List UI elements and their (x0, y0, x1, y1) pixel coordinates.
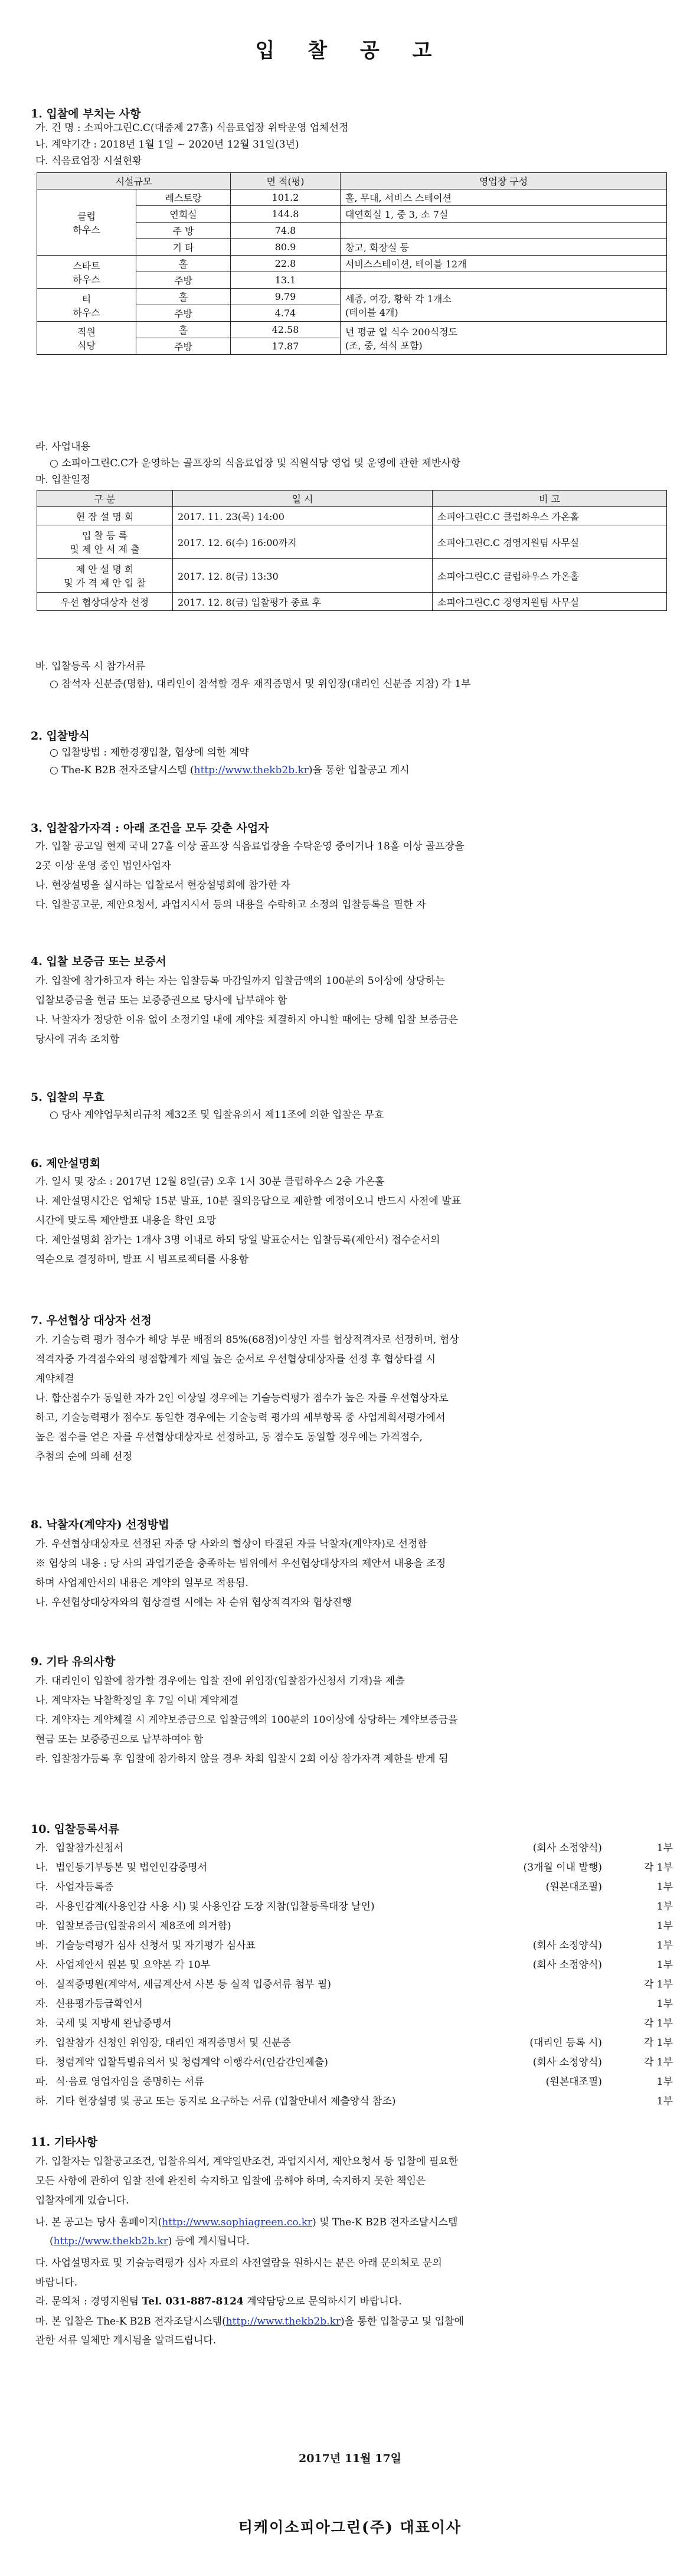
document-name: 청렴계약 입찰특별유의서 및 청렴계약 이행각서(인감간인제출) (55, 2057, 328, 2068)
facility-group-cell: 스타트 하우스 (37, 256, 136, 289)
schedule-phase: 제 안 설 명 회 및 가 격 제 안 입 찰 (37, 559, 173, 593)
document-item (35, 1839, 673, 1857)
document-item (35, 2073, 673, 2091)
document-item (35, 1937, 673, 1954)
document-name: 신용평가등급확인서 (55, 1998, 143, 2010)
document-name: 입찰참가 신청인 위임장, 대리인 재직증명서 및 신분증 (55, 2037, 292, 2049)
document-note: (회사 소정양식) (532, 1959, 602, 1971)
facility-group-cell: 티 하우스 (37, 289, 136, 322)
facility-composition: 세종, 여강, 황학 각 1개소 (테이블 4개) (341, 289, 667, 322)
facility-row (37, 322, 667, 338)
schedule-datetime: 2017. 11. 23(목) 14:00 (173, 507, 433, 525)
facility-area-type: 주방 (136, 305, 231, 322)
facility-area-value: 80.9 (231, 239, 341, 256)
document-count: 1부 (656, 1920, 673, 1932)
document-count: 1부 (656, 1998, 673, 2010)
facility-area-value: 101.2 (231, 189, 341, 206)
facility-area-value: 13.1 (231, 272, 341, 289)
facility-area-value: 74.8 (231, 223, 341, 239)
section-6-heading: 6. 제안설명회 (31, 1157, 101, 1170)
document-item (35, 1956, 673, 1974)
schedule-row (37, 507, 667, 525)
facility-area-type: 주방 (136, 272, 231, 289)
document-count: 1부 (656, 1901, 673, 1913)
document-count: 각 1부 (643, 2018, 673, 2029)
document-marker: 가. (35, 1842, 48, 1854)
s8-body: 가. 우선협상대상자로 선정된 자중 당 사와의 협상이 타결된 자를 낙찰자(계약자)로 선정함 ※ 협상의 내용 : 당 사의 과업기준을 충족하는 범위에서 우선협상대상자의 제안서 내용을 조정 하며 사업제안서의 내용은 계약의 일부로 적용됨. 나. 우선협상대상자와의 협상결렬 시에는 차 순위 협상적격자와 협상진행 (35, 1538, 446, 1609)
s3-body: 가. 입찰 공고일 현재 국내 27홀 이상 골프장 식음료업장을 수탁운영 중이거나 18홀 이상 골프장을 2곳 이상 운영 중인 법인사업자 나. 현장설명을 실시하는 입찰로서 현장설명회에 참가한 자 다. 입찰공고문, 제안요청서, 과업지시서 등의 내용을 수락하고 소정의 입찰등록을 필한 자 (35, 841, 465, 911)
document-marker: 마. (35, 1920, 48, 1932)
document-item (35, 1859, 673, 1877)
document-marker: 타. (35, 2057, 48, 2068)
document-marker: 자. (35, 1998, 48, 2010)
facility-group-cell: 직원 식당 (37, 322, 136, 355)
document-item (35, 2093, 673, 2110)
section-9-heading: 9. 기타 유의사항 (31, 1655, 116, 1668)
document-marker: 카. (35, 2037, 48, 2049)
schedule-datetime: 2017. 12. 8(금) 13:30 (173, 559, 433, 593)
document-marker: 차. (35, 2018, 48, 2029)
document-marker: 다. (35, 1881, 48, 1893)
document-item (35, 2015, 673, 2032)
document-count: 각 1부 (643, 1862, 673, 1874)
document-item (35, 1898, 673, 1915)
document-marker: 라. (35, 1901, 48, 1913)
b2b-link-2[interactable]: http://www.thekb2b.kr (53, 2235, 168, 2247)
facility-area-type: 주방 (136, 338, 231, 355)
schedule-table (37, 490, 667, 611)
document-note: (회사 소정양식) (532, 2057, 602, 2068)
schedule-phase: 입 찰 등 록 및 제 안 서 제 출 (37, 525, 173, 559)
s1-item-da: 다. 식음료업장 시설현황 (35, 155, 142, 167)
s2-b2b-line: ○ The-K B2B 전자조달시스템 (http://www.thekb2b.kr)을 통한 입찰공고 게시 (50, 764, 410, 776)
document-count: 각 1부 (643, 2057, 673, 2068)
facility-composition: 년 평균 일 식수 200식정도 (조, 중, 석식 포함) (341, 322, 667, 355)
facility-row (37, 189, 667, 206)
schedule-note: 소피아그린C.C 클럽하우스 가온홀 (433, 507, 667, 525)
document-note: (원본대조필) (545, 2076, 602, 2088)
facility-row (37, 256, 667, 272)
facility-area-type: 기 타 (136, 239, 231, 256)
facility-area-value: 22.8 (231, 256, 341, 272)
s6-body: 가. 일시 및 장소 : 2017년 12월 8일(금) 오후 1시 30분 클럽하우스 2층 가온홀 나. 제안설명시간은 업체당 15분 발표, 10분 질의응답으로 제한할 예정이오니 반드시 사전에 발표 시간에 맞도록 제안발표 내용을 확인 요망 다. 제안설명회 참가는 1개사 3명 이내로 하되 당일 발표순서는 입찰등록(제안서) 접수순서의 역순으로 결정하며, 발표 시 빔프로젝터를 사용함 (35, 1176, 462, 1266)
document-name: 사업자등록증 (55, 1881, 114, 1893)
facility-composition: 서비스스테이션, 테이블 12개 (341, 256, 667, 272)
notice-date: 2017년 11월 17일 (298, 2452, 402, 2465)
schedule-note: 소피아그린C.C 경영지원팀 사무실 (433, 525, 667, 559)
document-marker: 바. (35, 1940, 48, 1951)
page-title: 입 찰 공 고 (255, 39, 445, 63)
s1-item-ma: 마. 입찰일정 (35, 474, 90, 486)
s11-item-ra: 라. 문의처 : 경영지원팀 Tel. 031-887-8124 계약담당으로 문의하시기 바랍니다. (35, 2296, 402, 2307)
section-5-heading: 5. 입찰의 무효 (31, 1091, 104, 1104)
section-1-heading: 1. 입찰에 부치는 사항 (31, 107, 141, 120)
document-name: 기타 현장설명 및 공고 또는 동지로 요구하는 서류 (입찰안내서 제출양식 참조) (55, 2096, 396, 2107)
facility-area-type: 홀 (136, 322, 231, 338)
schedule-header-cell: 비 고 (433, 491, 667, 507)
facility-group-cell: 클럽 하우스 (37, 189, 136, 256)
facility-area-type: 홀 (136, 256, 231, 272)
document-count: 각 1부 (643, 2037, 673, 2049)
document-marker: 아. (35, 1979, 48, 1990)
document-note: (3개월 이내 발행) (523, 1862, 602, 1874)
schedule-header-cell: 구 분 (37, 491, 173, 507)
document-note: (대리인 등록 시) (529, 2037, 602, 2049)
section-3-heading: 3. 입찰참가자격 : 아래 조건을 모두 갖춘 사업자 (31, 822, 269, 835)
facility-area-value: 9.79 (231, 289, 341, 305)
schedule-header-row (37, 491, 667, 507)
facility-area-type: 연회실 (136, 206, 231, 223)
schedule-note: 소피아그린C.C 경영지원팀 사무실 (433, 593, 667, 611)
document-item (35, 1917, 673, 1935)
document-name: 사용인감계(사용인감 사용 시) 및 사용인감 도장 지참(입찰등록대장 날인) (55, 1901, 375, 1913)
document-item (35, 2034, 673, 2052)
facility-header-cell: 영업장 구성 (341, 173, 667, 189)
document-count: 1부 (656, 2076, 673, 2088)
document-note: (원본대조필) (545, 1881, 602, 1893)
document-name: 국세 및 지방세 완납증명서 (55, 2018, 172, 2029)
document-name: 입찰보증금(입찰유의서 제8조에 의거함) (55, 1920, 231, 1932)
document-item (35, 1976, 673, 1993)
facility-composition: 대연회실 1, 중 3, 소 7실 (341, 206, 667, 223)
document-count: 1부 (656, 1940, 673, 1951)
s11-item-ma-cont: 관한 서류 일체만 게시됨을 알려드립니다. (35, 2335, 217, 2346)
section-8-heading: 8. 낙찰자(계약자) 선정방법 (31, 1518, 169, 1531)
document-item (35, 1995, 673, 2013)
s1-item-ba: 바. 입찰등록 시 참가서류 (35, 661, 145, 672)
facility-header-row (37, 173, 667, 189)
schedule-datetime: 2017. 12. 8(금) 입찰평가 종료 후 (173, 593, 433, 611)
schedule-phase: 우선 협상대상자 선정 (37, 593, 173, 611)
document-count: 1부 (656, 1959, 673, 1971)
section-11-heading: 11. 기타사항 (31, 2136, 98, 2149)
facility-row (37, 289, 667, 305)
document-marker: 하. (35, 2096, 48, 2107)
schedule-note: 소피아그린C.C 클럽하우스 가온홀 (433, 559, 667, 593)
document-name: 사업제안서 원본 및 요약본 각 10부 (55, 1959, 211, 1971)
s11-item-na: 나. 본 공고는 당사 홈페이지(http://www.sophiagreen.co.kr) 및 The-K B2B 전자조달시스템 (35, 2217, 458, 2228)
facility-area-value: 144.8 (231, 206, 341, 223)
s4-body: 가. 입찰에 참가하고자 하는 자는 입찰등록 마감일까지 입찰금액의 100분의 5이상에 상당하는 입찰보증금을 현금 또는 보증증권으로 당사에 납부해야 함 나. 낙찰자가 정당한 이유 없이 소정기일 내에 계약을 체결하지 아니할 때에는 당해 입찰 보증금은 당사에 귀속 조치함 (35, 975, 459, 1045)
facility-table (37, 172, 667, 355)
s2-method: ○ 입찰방법 : 제한경쟁입찰, 협상에 의한 계약 (50, 747, 249, 759)
s1-ra-detail: ○ 소피아그린C.C가 운영하는 골프장의 식음료업장 및 직원식당 영업 및 운영에 관한 제반사항 (50, 457, 461, 469)
document-name: 기술능력평가 심사 신청서 및 자기평가 심사표 (55, 1940, 256, 1951)
facility-area-type: 주 방 (136, 223, 231, 239)
document-count: 각 1부 (643, 1979, 673, 1990)
b2b-link[interactable]: http://www.thekb2b.kr (194, 764, 309, 776)
section-2-heading: 2. 입찰방식 (31, 730, 90, 743)
schedule-header-cell: 일 시 (173, 491, 433, 507)
facility-area-type: 레스토랑 (136, 189, 231, 206)
s7-body: 가. 기술능력 평가 점수가 해당 부문 배점의 85%(68점)이상인 자를 협상적격자로 선정하며, 협상 적격자중 가격점수와의 평점합계가 제일 높은 순서로 우선협상대상자를 선정 후 협상타결 시 계약체결 나. 합산점수가 동일한 자가 2인 이상일 경우에는 기술능력평가 점수가 높은 자를 우선협상자로 하고, 기술능력평가 점수도 동일한 경우에는 기술능력 평가의 세부항목 중 사업계획서평가에서 높은 점수를 얻은 자를 우선협상대상자로 선정하고, 동 점수도 동일할 경우에는 가격점수, 추첨의 순에 의해 선정 (35, 1334, 459, 1463)
document-marker: 파. (35, 2076, 48, 2088)
document-name: 입찰참가신청서 (55, 1842, 123, 1854)
document-name: 법인등기부등본 및 법인인감증명서 (55, 1862, 208, 1874)
s11-item-da: 다. 사업설명자료 및 기술능력평가 심사 자료의 사전열람을 원하시는 분은 아래 문의처로 문의 바랍니다. (35, 2257, 442, 2289)
document-note: (회사 소정양식) (532, 1842, 602, 1854)
facility-composition: 창고, 화장실 등 (341, 239, 667, 256)
document-name: 실적증명원(계약서, 세금계산서 사본 등 실적 입증서류 첨부 필) (55, 1979, 332, 1990)
facility-composition (341, 223, 667, 239)
s9-body: 가. 대리인이 입찰에 참가할 경우에는 입찰 전에 위임장(입찰참가신청서 기재)을 제출 나. 계약자는 낙찰확정일 후 7일 이내 계약체결 다. 계약자는 계약체결 시 계약보증금으로 입찰금액의 100분의 10이상에 상당하는 계약보증금을 현금 또는 보증증권으로 납부하여야 함 라. 입찰참가등록 후 입찰에 참가하지 않을 경우 차회 입찰시 2회 이상 참가자격 제한을 받게 됨 (35, 1675, 458, 1765)
s1-item-ra: 라. 사업내용 (35, 441, 90, 453)
schedule-phase: 현 장 설 명 회 (37, 507, 173, 525)
contact-tel: Tel. 031-887-8124 (142, 2296, 244, 2307)
facility-composition: 홀, 무대, 서비스 스테이션 (341, 189, 667, 206)
document-note: (회사 소정양식) (532, 1940, 602, 1951)
section-10-heading: 10. 입찰등록서류 (31, 1823, 119, 1836)
homepage-link[interactable]: http://www.sophiagreen.co.kr (162, 2217, 313, 2228)
facility-area-value: 4.74 (231, 305, 341, 322)
section-7-heading: 7. 우선협상 대상자 선정 (31, 1314, 152, 1327)
document-count: 1부 (656, 1842, 673, 1854)
s11-item-ma: 마. 본 입찰은 The-K B2B 전자조달시스템(http://www.thekb2b.kr)을 통한 입찰공고 및 입찰에 (35, 2316, 464, 2327)
facility-header-cell: 면 적(평) (231, 173, 341, 189)
schedule-row (37, 559, 667, 593)
company-signature: 티케이소피아그린(주) 대표이사 (238, 2519, 462, 2536)
schedule-row (37, 525, 667, 559)
s11-item-na-cont: (http://www.thekb2b.kr) 등에 게시됩니다. (50, 2235, 250, 2247)
facility-composition (341, 272, 667, 289)
schedule-datetime: 2017. 12. 6(수) 16:00까지 (173, 525, 433, 559)
document-count: 1부 (656, 1881, 673, 1893)
facility-area-value: 17.87 (231, 338, 341, 355)
s1-ba-detail: ○ 참석자 신분증(명함), 대리인이 참석할 경우 재직증명서 및 위임장(대리인 신분증 지참) 각 1부 (50, 678, 471, 690)
facility-area-value: 42.58 (231, 322, 341, 338)
section-4-heading: 4. 입찰 보증금 또는 보증서 (31, 955, 166, 968)
schedule-row (37, 593, 667, 611)
document-item (35, 2054, 673, 2071)
document-count: 1부 (656, 2096, 673, 2107)
document-marker: 사. (35, 1959, 48, 1971)
s1-item-ga: 가. 건 명 : 소피아그린C.C(대중제 27홀) 식음료업장 위탁운영 업체선정 (35, 122, 349, 134)
s11-item-ga: 가. 입찰자는 입찰공고조건, 입찰유의서, 계약일반조건, 과업지시서, 제안요청서 등 입찰에 필요한 모든 사항에 관하여 입찰 전에 완전히 숙지하고 입찰에 응해야 하며, 숙지하지 못한 책임은 입찰자에게 있습니다. (35, 2156, 459, 2206)
b2b-link-3[interactable]: http://www.thekb2b.kr (225, 2316, 341, 2327)
document-marker: 나. (35, 1862, 48, 1874)
s5-body: ○ 당사 계약업무처리규칙 제32조 및 입찰유의서 제11조에 의한 입찰은 무효 (50, 1109, 384, 1121)
facility-header-cell: 시설규모 (37, 173, 231, 189)
s1-item-na: 나. 계약기간 : 2018년 1월 1일 ~ 2020년 12월 31일(3년) (35, 139, 299, 151)
document-name: 식·음료 영업자임을 증명하는 서류 (55, 2076, 204, 2088)
facility-area-type: 홀 (136, 289, 231, 305)
document-item (35, 1878, 673, 1896)
